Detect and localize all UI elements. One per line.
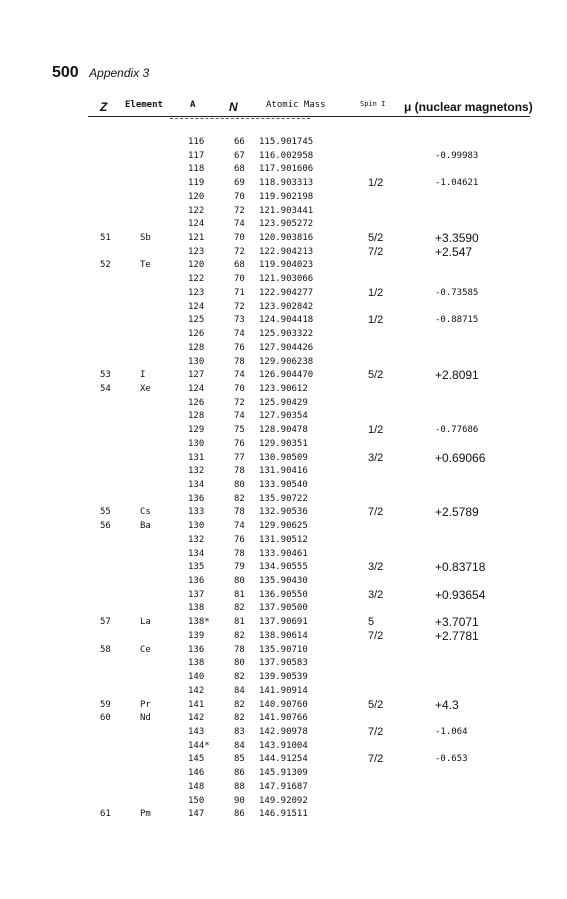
cell-a: 142	[188, 685, 205, 696]
cell-a: 148	[188, 781, 205, 792]
table-row	[0, 602, 567, 616]
cell-mu: -0.73585	[435, 287, 479, 298]
cell-n: 82	[234, 630, 245, 641]
cell-n: 84	[234, 740, 245, 751]
cell-atomic-mass: 131.90416	[259, 466, 308, 477]
cell-a: 130	[188, 521, 205, 532]
cell-atomic-mass: 121.903066	[259, 274, 314, 285]
table-row	[0, 767, 567, 781]
cell-element: Xe	[140, 383, 151, 394]
table-row	[0, 561, 567, 575]
cell-n: 76	[234, 438, 245, 449]
cell-a: 120	[188, 260, 205, 271]
cell-mu: -0.77686	[435, 425, 479, 436]
cell-element: Sb	[140, 233, 151, 244]
col-mu: μ (nuclear magnetons)	[404, 100, 533, 114]
cell-spin: 1/2	[368, 286, 384, 299]
cell-a: 124	[188, 219, 205, 230]
cell-n: 68	[234, 164, 245, 175]
cell-spin: 5/2	[368, 698, 384, 711]
cell-n: 76	[234, 534, 245, 545]
table-row	[0, 397, 567, 411]
cell-n: 82	[234, 603, 245, 614]
cell-mu: +3.3590	[435, 231, 479, 246]
cell-a: 137	[188, 589, 205, 600]
cell-element: La	[140, 617, 151, 628]
table-row	[0, 356, 567, 370]
table-row	[0, 616, 567, 630]
cell-a: 143	[188, 726, 205, 737]
cell-n: 72	[234, 246, 245, 257]
page-number: 500	[52, 64, 79, 81]
cell-atomic-mass: 135.90430	[259, 576, 308, 587]
table-row	[0, 150, 567, 164]
cell-a: 129	[188, 425, 205, 436]
cell-n: 76	[234, 342, 245, 353]
cell-a: 117	[188, 150, 205, 161]
table-row	[0, 314, 567, 328]
cell-mu: +2.8091	[435, 368, 479, 383]
cell-spin: 7/2	[368, 629, 384, 642]
table-row	[0, 273, 567, 287]
cell-n: 82	[234, 672, 245, 683]
cell-n: 80	[234, 576, 245, 587]
col-a: A	[190, 100, 196, 110]
cell-a: 132	[188, 466, 205, 477]
cell-atomic-mass: 137.90691	[259, 617, 308, 628]
cell-spin: 7/2	[368, 725, 384, 738]
cell-atomic-mass: 133.90461	[259, 548, 308, 559]
cell-a: 118	[188, 164, 205, 175]
cell-atomic-mass: 120.903816	[259, 233, 314, 244]
table-row	[0, 520, 567, 534]
cell-mu: +4.3	[435, 697, 459, 712]
cell-n: 70	[234, 233, 245, 244]
cell-n: 82	[234, 713, 245, 724]
cell-spin: 5/2	[368, 369, 384, 382]
cell-n: 88	[234, 781, 245, 792]
cell-n: 67	[234, 150, 245, 161]
table-row	[0, 191, 567, 205]
cell-a: 125	[188, 315, 205, 326]
cell-n: 83	[234, 726, 245, 737]
table-row	[0, 685, 567, 699]
table-row	[0, 465, 567, 479]
col-n: N	[229, 100, 238, 114]
cell-a: 122	[188, 205, 205, 216]
table-row	[0, 328, 567, 342]
table-row	[0, 644, 567, 658]
cell-a: 124	[188, 301, 205, 312]
table-row	[0, 589, 567, 603]
cell-atomic-mass: 129.90625	[259, 521, 308, 532]
cell-n: 78	[234, 356, 245, 367]
cell-n: 74	[234, 219, 245, 230]
table-row	[0, 795, 567, 809]
table-row	[0, 753, 567, 767]
cell-a: 134	[188, 480, 205, 490]
table-row	[0, 493, 567, 507]
table-row	[0, 726, 567, 740]
cell-spin: 5/2	[368, 232, 384, 245]
cell-atomic-mass: 144.91254	[259, 754, 308, 765]
cell-a: 144*	[188, 740, 210, 751]
cell-n: 74	[234, 411, 245, 422]
cell-element: Te	[140, 260, 151, 271]
cell-element: Ba	[140, 521, 151, 532]
page-header	[52, 64, 149, 82]
cell-spin: 3/2	[368, 451, 384, 464]
table-row	[0, 712, 567, 726]
cell-n: 68	[234, 260, 245, 271]
cell-n: 74	[234, 521, 245, 532]
cell-atomic-mass: 130.90509	[259, 452, 308, 463]
cell-atomic-mass: 122.904213	[259, 246, 314, 257]
col-spin: Spin I	[360, 100, 386, 108]
cell-a: 121	[188, 233, 205, 244]
cell-n: 72	[234, 205, 245, 216]
col-z: Z	[100, 100, 108, 114]
cell-n: 66	[234, 137, 245, 147]
cell-a: 116	[188, 137, 205, 147]
appendix-title: Appendix 3	[89, 66, 150, 80]
cell-a: 130	[188, 356, 205, 367]
cell-mu: -1.064	[435, 726, 468, 737]
cell-atomic-mass: 128.90478	[259, 425, 308, 436]
cell-atomic-mass: 116.002958	[259, 150, 314, 161]
table-row	[0, 369, 567, 383]
cell-z: 56	[100, 521, 111, 532]
table-row	[0, 657, 567, 671]
cell-atomic-mass: 123.902842	[259, 301, 314, 312]
cell-a: 136	[188, 576, 205, 587]
cell-a: 136	[188, 644, 205, 655]
col-element: Element	[125, 100, 163, 110]
cell-z: 54	[100, 383, 111, 394]
cell-n: 73	[234, 315, 245, 326]
cell-n: 74	[234, 370, 245, 381]
cell-z: 58	[100, 644, 111, 655]
table-row	[0, 136, 567, 150]
cell-n: 72	[234, 301, 245, 312]
cell-atomic-mass: 125.903322	[259, 329, 314, 340]
cell-atomic-mass: 117.901606	[259, 164, 314, 175]
cell-atomic-mass: 123.905272	[259, 219, 314, 230]
cell-atomic-mass: 141.90914	[259, 685, 308, 696]
cell-a: 139	[188, 630, 205, 641]
cell-mu: +2.547	[435, 244, 473, 259]
cell-atomic-mass: 146.91511	[259, 809, 308, 820]
table-row	[0, 383, 567, 397]
cell-n: 70	[234, 383, 245, 394]
table-row	[0, 424, 567, 438]
cell-atomic-mass: 137.90500	[259, 603, 308, 614]
cell-n: 82	[234, 699, 245, 710]
table-row	[0, 232, 567, 246]
cell-n: 70	[234, 274, 245, 285]
cell-mu: +0.93654	[435, 587, 486, 602]
header-rule	[88, 116, 530, 117]
cell-a: 134	[188, 548, 205, 559]
col-atomic-mass: Atomic Mass	[266, 100, 326, 110]
cell-a: 124	[188, 383, 205, 394]
cell-mu: -1.04621	[435, 178, 479, 189]
table-row	[0, 479, 567, 493]
cell-spin: 5	[368, 616, 375, 629]
cell-atomic-mass: 126.904470	[259, 370, 314, 381]
cell-element: Nd	[140, 713, 151, 724]
cell-atomic-mass: 135.90710	[259, 644, 308, 655]
cell-a: 120	[188, 191, 205, 202]
cell-a: 150	[188, 795, 205, 806]
cell-spin: 1/2	[368, 314, 384, 327]
cell-atomic-mass: 129.90351	[259, 438, 308, 449]
cell-mu: +0.69066	[435, 450, 486, 465]
cell-a: 123	[188, 287, 205, 298]
cell-a: 119	[188, 178, 205, 189]
cell-mu: +3.7071	[435, 615, 479, 630]
cell-atomic-mass: 125.90429	[259, 397, 308, 408]
table-row	[0, 438, 567, 452]
cell-atomic-mass: 121.903441	[259, 205, 314, 216]
cell-atomic-mass: 131.90512	[259, 534, 308, 545]
cell-n: 71	[234, 287, 245, 298]
cell-atomic-mass: 119.902198	[259, 191, 314, 202]
cell-n: 84	[234, 685, 245, 696]
cell-z: 55	[100, 507, 111, 518]
cell-atomic-mass: 140.90760	[259, 699, 308, 710]
cell-atomic-mass: 143.91004	[259, 740, 308, 751]
cell-a: 126	[188, 397, 205, 408]
cell-atomic-mass: 137.90583	[259, 658, 308, 669]
cell-atomic-mass: 147.91687	[259, 781, 308, 792]
cell-z: 60	[100, 713, 111, 724]
cell-spin: 3/2	[368, 588, 384, 601]
cell-atomic-mass: 115.901745	[259, 137, 314, 147]
cell-z: 53	[100, 370, 111, 381]
cell-atomic-mass: 139.90539	[259, 672, 308, 683]
cell-a: 138	[188, 658, 205, 669]
table-row	[0, 740, 567, 754]
cell-atomic-mass: 133.90540	[259, 480, 308, 490]
cell-element: Cs	[140, 507, 151, 518]
cell-atomic-mass: 118.903313	[259, 178, 314, 189]
cell-n: 90	[234, 795, 245, 806]
cell-mu: +2.7781	[435, 628, 479, 643]
cell-a: 138*	[188, 617, 210, 628]
cell-atomic-mass: 134.90555	[259, 562, 308, 573]
cell-n: 86	[234, 768, 245, 779]
table-row	[0, 575, 567, 589]
cell-atomic-mass: 119.904023	[259, 260, 314, 271]
table-row	[0, 205, 567, 219]
cell-n: 74	[234, 329, 245, 340]
cell-spin: 7/2	[368, 506, 384, 519]
cell-n: 70	[234, 191, 245, 202]
cell-n: 78	[234, 644, 245, 655]
cell-z: 51	[100, 233, 111, 244]
cell-n: 77	[234, 452, 245, 463]
cell-element: I	[140, 370, 146, 381]
cell-spin: 1/2	[368, 177, 384, 190]
cell-atomic-mass: 145.91309	[259, 768, 308, 779]
table-row	[0, 163, 567, 177]
cell-n: 78	[234, 507, 245, 518]
cell-mu: -0.88715	[435, 315, 479, 326]
cell-n: 72	[234, 397, 245, 408]
cell-a: 147	[188, 809, 205, 820]
cell-n: 80	[234, 658, 245, 669]
cell-n: 80	[234, 480, 245, 490]
cell-spin: 3/2	[368, 561, 384, 574]
cell-a: 128	[188, 411, 205, 422]
cell-a: 128	[188, 342, 205, 353]
cell-a: 135	[188, 562, 205, 573]
cell-atomic-mass: 136.90550	[259, 589, 308, 600]
cell-a: 145	[188, 754, 205, 765]
table-row	[0, 287, 567, 301]
cell-n: 86	[234, 809, 245, 820]
cell-a: 146	[188, 768, 205, 779]
cell-atomic-mass: 142.90978	[259, 726, 308, 737]
cell-a: 122	[188, 274, 205, 285]
cell-atomic-mass: 127.904426	[259, 342, 314, 353]
cell-n: 81	[234, 589, 245, 600]
cell-n: 82	[234, 493, 245, 504]
cell-n: 75	[234, 425, 245, 436]
cell-element: Pm	[140, 809, 151, 820]
cell-atomic-mass: 122.904277	[259, 287, 314, 298]
cell-n: 81	[234, 617, 245, 628]
cell-mu: +0.83718	[435, 560, 486, 575]
cell-atomic-mass: 132.90536	[259, 507, 308, 518]
cell-a: 133	[188, 507, 205, 518]
table-row	[0, 218, 567, 232]
cell-atomic-mass: 149.92092	[259, 795, 308, 806]
cell-mu: +2.5789	[435, 505, 479, 520]
cell-a: 140	[188, 672, 205, 683]
cell-atomic-mass: 129.906238	[259, 356, 314, 367]
cell-a: 131	[188, 452, 205, 463]
header-rule-dashed	[170, 118, 310, 120]
cell-z: 59	[100, 699, 111, 710]
cell-spin: 7/2	[368, 753, 384, 766]
cell-a: 127	[188, 370, 205, 381]
cell-atomic-mass: 127.90354	[259, 411, 308, 422]
cell-atomic-mass: 135.90722	[259, 493, 308, 504]
cell-a: 141	[188, 699, 205, 710]
cell-a: 126	[188, 329, 205, 340]
cell-atomic-mass: 138.90614	[259, 630, 308, 641]
cell-n: 85	[234, 754, 245, 765]
cell-atomic-mass: 124.904418	[259, 315, 314, 326]
table-row	[0, 630, 567, 644]
cell-atomic-mass: 141.90766	[259, 713, 308, 724]
cell-spin: 1/2	[368, 424, 384, 437]
cell-element: Ce	[140, 644, 151, 655]
table-row	[0, 177, 567, 191]
cell-a: 123	[188, 246, 205, 257]
table-row	[0, 301, 567, 315]
cell-a: 130	[188, 438, 205, 449]
cell-a: 142	[188, 713, 205, 724]
table-row	[0, 534, 567, 548]
table-row	[0, 548, 567, 562]
cell-mu: -0.653	[435, 754, 468, 765]
cell-z: 52	[100, 260, 111, 271]
table-row	[0, 781, 567, 795]
table-row	[0, 452, 567, 466]
cell-a: 136	[188, 493, 205, 504]
cell-n: 78	[234, 548, 245, 559]
table-row	[0, 506, 567, 520]
cell-spin: 7/2	[368, 245, 384, 258]
cell-n: 79	[234, 562, 245, 573]
table-row	[0, 699, 567, 713]
cell-a: 132	[188, 534, 205, 545]
cell-n: 69	[234, 178, 245, 189]
table-row	[0, 259, 567, 273]
table-row	[0, 246, 567, 260]
table-row	[0, 342, 567, 356]
table-row	[0, 410, 567, 424]
cell-mu: -0.99983	[435, 150, 479, 161]
table-row	[0, 671, 567, 685]
cell-z: 61	[100, 809, 111, 820]
cell-a: 138	[188, 603, 205, 614]
table-row	[0, 808, 567, 822]
cell-atomic-mass: 123.90612	[259, 383, 308, 394]
cell-n: 78	[234, 466, 245, 477]
cell-z: 57	[100, 617, 111, 628]
cell-element: Pr	[140, 699, 151, 710]
